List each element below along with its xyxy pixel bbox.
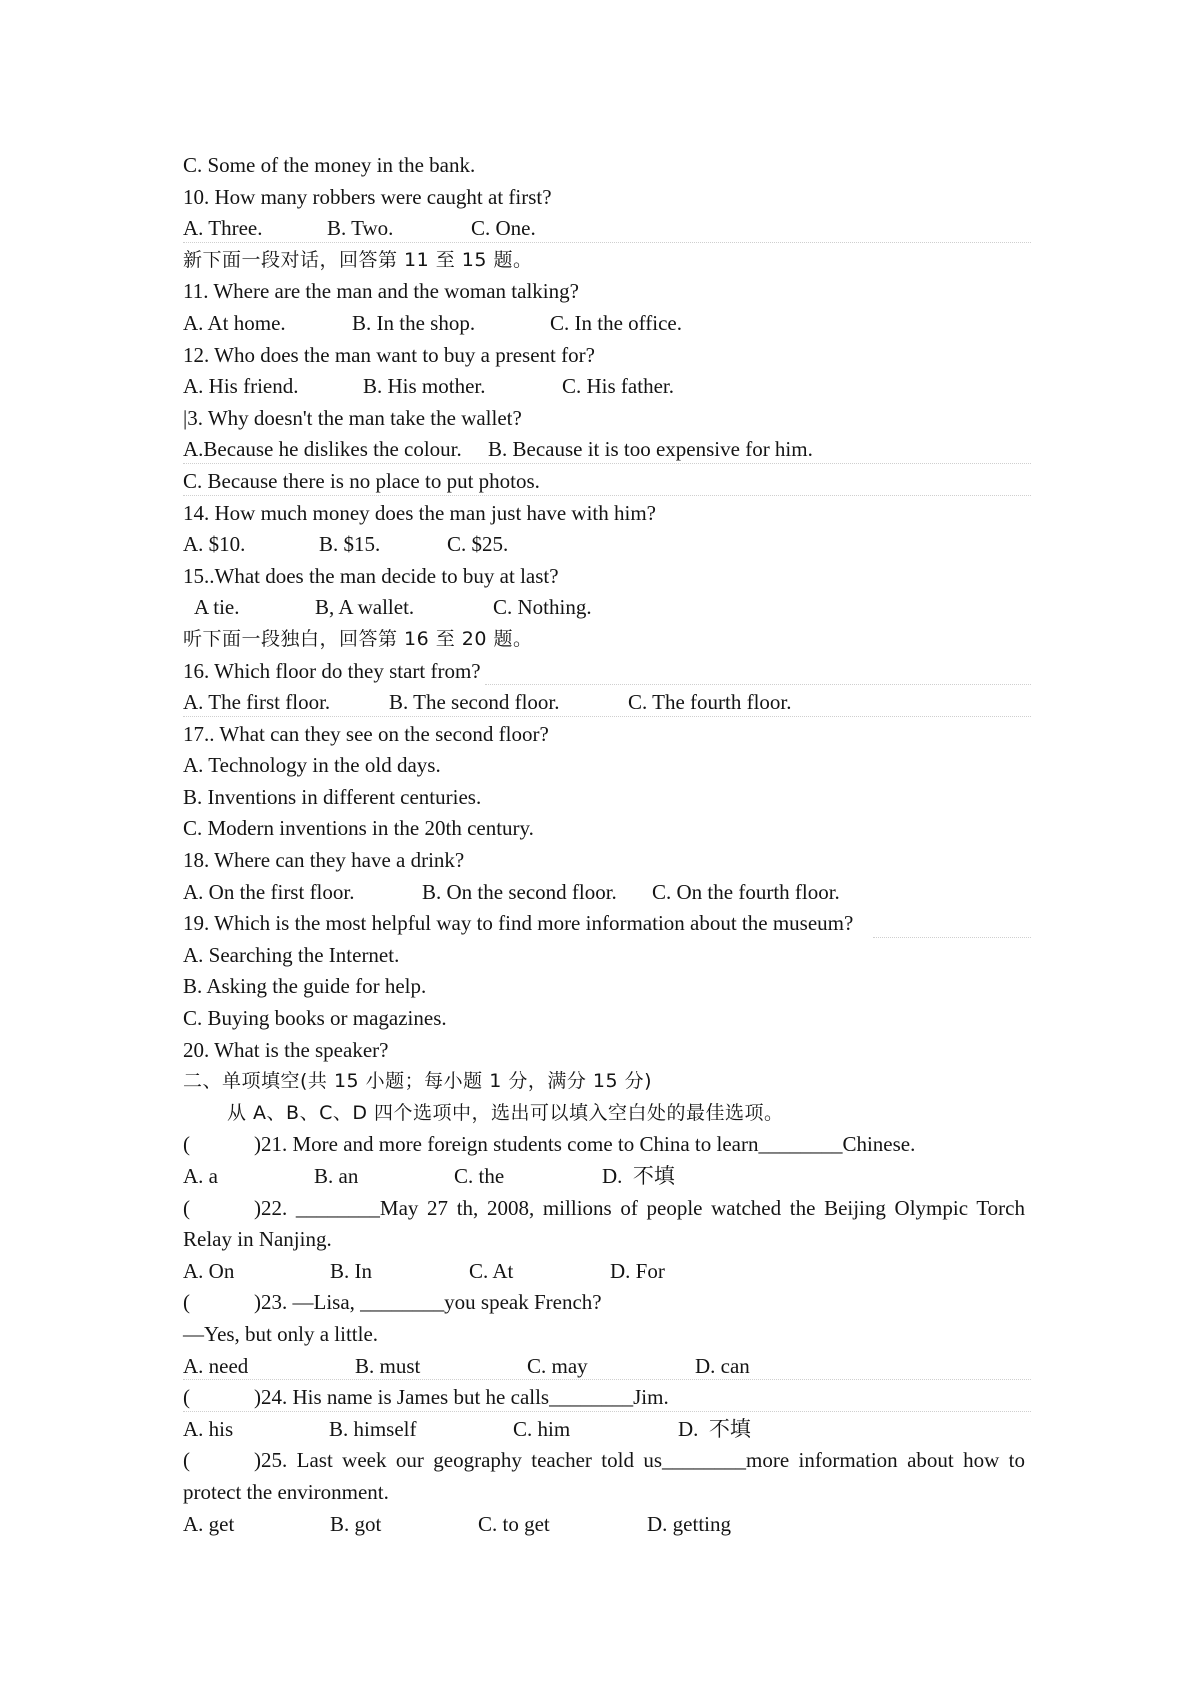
q21-option-a: A. a — [183, 1164, 218, 1188]
q11-option-b: B. In the shop. — [352, 310, 476, 335]
q21-options — [183, 1161, 1025, 1193]
q14-option-c: C. $25. — [447, 532, 509, 557]
q14-option-b: B. $15. — [319, 532, 381, 557]
q25-stem-line2: protect the environment. — [183, 1479, 389, 1504]
q22-stem-line1 — [183, 1193, 1025, 1225]
q14-stem: 14. How much money does the man just have with him? — [183, 500, 657, 525]
q25-option-a: A. get — [183, 1511, 235, 1536]
q24-stem — [183, 1382, 1025, 1414]
q19-option-c: C. Buying books or magazines. — [183, 1006, 447, 1031]
q13-option-a: A.Because he dislikes the colour. — [183, 437, 462, 462]
q18-option-c: C. On the fourth floor. — [652, 879, 840, 904]
q18-options — [183, 877, 1025, 909]
q10-option-b: B. Two. — [327, 216, 394, 241]
q22-option-b: B. In — [330, 1258, 372, 1283]
answer-paren: ( — [183, 1132, 190, 1157]
dialog-instruction: 新下面一段对话，回答第 11 至 15 题。 — [183, 248, 533, 271]
q14-options — [183, 529, 1025, 561]
q10-options — [183, 213, 1025, 245]
q15-option-c: C. Nothing. — [493, 595, 592, 620]
q24-option-a: A. his — [183, 1416, 234, 1441]
q13-options-ab — [183, 434, 1025, 466]
q21-option-c: C. the — [454, 1164, 505, 1188]
q19-option-b: B. Asking the guide for help. — [183, 974, 427, 999]
q13-option-b: B. Because it is too expensive for him. — [488, 437, 813, 462]
q24-option-b: B. himself — [329, 1416, 417, 1441]
q23-stem-text: )23. —Lisa, ________you speak French? — [254, 1290, 602, 1315]
q12-option-b: B. His mother. — [363, 374, 486, 399]
q16-options — [183, 687, 1025, 719]
q11-stem: 11. Where are the man and the woman talking? — [183, 279, 579, 304]
q24-option-d: D. 不填 — [678, 1416, 751, 1441]
section-instruction: 从 A、B、C、D 四个选项中，选出可以填入空白处的最佳选项。 — [227, 1101, 784, 1124]
q22-option-a: A. On — [183, 1258, 235, 1283]
answer-paren: ( — [183, 1290, 190, 1315]
q15-options — [183, 592, 1025, 624]
q15-option-b: B, A wallet. — [315, 595, 415, 620]
q16-option-a: A. The first floor. — [183, 690, 331, 715]
answer-paren: ( — [183, 1385, 190, 1410]
monologue-instruction: 听下面一段独白，回答第 16 至 20 题。 — [183, 627, 533, 650]
q15-option-a: A tie. — [194, 595, 240, 620]
q10-option-a: A. Three. — [183, 216, 263, 241]
q22-stem-text: )22. ________May 27 th, 2008, millions of people watched the Beijing Olympic Torch — [254, 1195, 1025, 1220]
q25-stem-text: )25. Last week our geography teacher told us________more information about how to — [254, 1448, 1025, 1473]
q21-stem — [183, 1129, 1025, 1161]
q21-option-b: B. an — [314, 1164, 359, 1188]
q23-option-c: C. may — [527, 1353, 588, 1378]
q23-options — [183, 1351, 1025, 1383]
answer-paren: ( — [183, 1448, 190, 1473]
section-heading: 二、单项填空(共 15 小题；每小题 1 分，满分 15 分) — [183, 1070, 653, 1093]
q10-stem: 10. How many robbers were caught at first? — [183, 184, 552, 209]
q11-options — [183, 308, 1025, 340]
q18-option-a: A. On the first floor. — [183, 879, 355, 904]
q19-stem: 19. Which is the most helpful way to find more information about the museum? — [183, 908, 1025, 940]
q10-option-c: C. One. — [471, 216, 536, 241]
q25-option-d: D. getting — [647, 1511, 731, 1536]
q23-stem — [183, 1287, 1025, 1319]
q25-option-b: B. got — [330, 1511, 382, 1536]
q23-reply: —Yes, but only a little. — [183, 1321, 379, 1346]
q22-option-d: D. For — [610, 1258, 665, 1283]
q17-stem: 17.. What can they see on the second floor? — [183, 721, 549, 746]
q12-stem: 12. Who does the man want to buy a present for? — [183, 342, 595, 367]
q17-option-a: A. Technology in the old days. — [183, 753, 441, 778]
q16-stem: 16. Which floor do they start from? — [183, 656, 1025, 688]
q21-stem-text: )21. More and more foreign students come to China to learn________Chinese. — [254, 1132, 916, 1157]
q9-option-c: C. Some of the money in the bank. — [183, 153, 476, 177]
q12-option-c: C. His father. — [562, 374, 674, 399]
q13-stem: |3. Why doesn't the man take the wallet? — [183, 405, 522, 430]
q17-option-b: B. Inventions in different centuries. — [183, 784, 482, 809]
q25-stem-line1 — [183, 1445, 1025, 1477]
exam-content — [183, 150, 1025, 1540]
q22-stem-line2: Relay in Nanjing. — [183, 1227, 332, 1252]
q19-option-a: A. Searching the Internet. — [183, 942, 400, 967]
q14-option-a: A. $10. — [183, 532, 246, 557]
q18-stem: 18. Where can they have a drink? — [183, 848, 465, 873]
q15-stem: 15..What does the man decide to buy at last? — [183, 563, 559, 588]
q24-options — [183, 1414, 1025, 1446]
answer-paren: ( — [183, 1195, 190, 1220]
q12-options — [183, 371, 1025, 403]
q17-option-c: C. Modern inventions in the 20th century. — [183, 816, 534, 841]
q11-option-c: C. In the office. — [550, 310, 682, 335]
q23-option-a: A. need — [183, 1353, 249, 1378]
q21-option-d: D. 不填 — [602, 1164, 675, 1188]
q25-options — [183, 1509, 1025, 1541]
q23-option-b: B. must — [355, 1353, 421, 1378]
q23-option-d: D. can — [695, 1353, 750, 1378]
q22-options — [183, 1256, 1025, 1288]
q24-option-c: C. him — [513, 1416, 571, 1441]
q16-option-b: B. The second floor. — [389, 690, 560, 715]
q24-stem-text: )24. His name is James but he calls________Jim. — [254, 1385, 669, 1410]
q22-option-c: C. At — [469, 1258, 514, 1283]
q18-option-b: B. On the second floor. — [422, 879, 617, 904]
q20-stem: 20. What is the speaker? — [183, 1037, 389, 1062]
q13-option-c: C. Because there is no place to put photos. — [183, 466, 1025, 498]
q12-option-a: A. His friend. — [183, 374, 299, 399]
q25-option-c: C. to get — [478, 1511, 550, 1536]
q11-option-a: A. At home. — [183, 310, 286, 335]
q16-option-c: C. The fourth floor. — [628, 690, 792, 715]
